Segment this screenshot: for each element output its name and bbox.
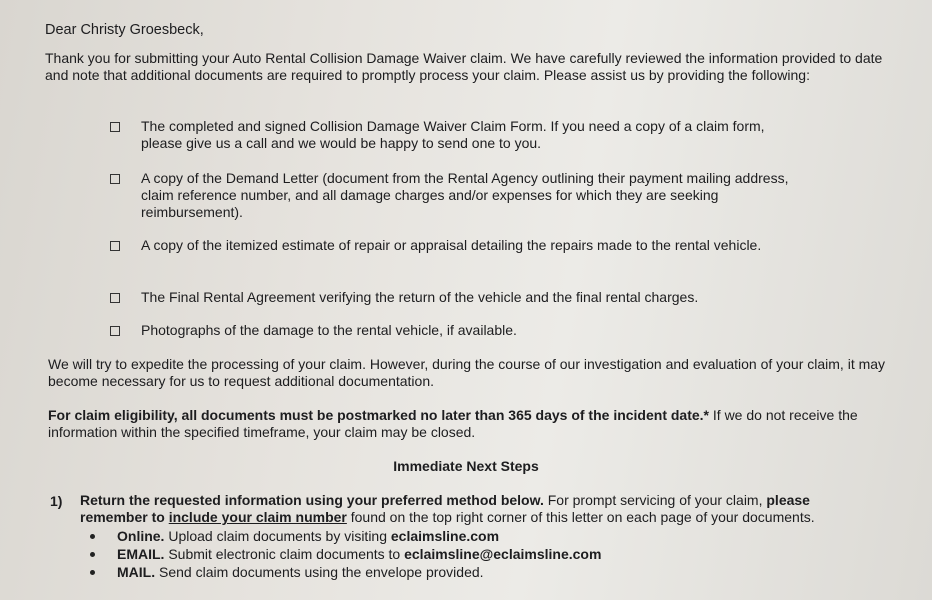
step-1-underline: include your claim number — [168, 509, 347, 525]
method-label: Online. — [117, 528, 165, 544]
step-number: 1) — [50, 493, 63, 509]
checklist-item-text: A copy of the itemized estimate of repair or appraisal detailing the repairs made to the rental vehicle. — [141, 237, 762, 253]
method-email-address[interactable]: eclaimsline@eclaimsline.com — [404, 546, 602, 562]
eligibility-bold: For claim eligibility, all documents must be postmarked no later than 365 days of the incident date.* — [48, 407, 710, 423]
method-text: Send claim documents using the envelope provided. — [155, 564, 484, 580]
method-text: Submit electronic claim documents to — [164, 546, 405, 562]
expedite-paragraph: We will try to expedite the processing of your claim. However, during the course of our investigation and evaluation of your claim, it may become necessary for us to request additional documentation. — [48, 356, 886, 389]
submission-methods — [90, 528, 890, 582]
eligibility-paragraph — [48, 407, 908, 441]
greeting: Dear Christy Groesbeck, — [45, 22, 204, 38]
checklist-item-text: Photographs of the damage to the rental vehicle, if available. — [141, 322, 517, 338]
method-label: MAIL. — [117, 564, 156, 580]
method-mail — [90, 564, 890, 582]
method-label: EMAIL. — [117, 546, 165, 562]
checklist-item-text: The completed and signed Collision Damage Waiver Claim Form. If you need a copy of a claim form, please give us a call and we would be happy to send one to you. — [141, 118, 765, 151]
checkbox-icon[interactable] — [110, 293, 120, 303]
intro-text: Thank you for submitting your Auto Rental Collision Damage Waiver claim. We have carefully reviewed the information provided to date and note that additional documents are required to promptly process your claim. Please assist us by providing the following: — [45, 50, 883, 83]
step-1-plain-a: For prompt servicing of your claim, — [543, 492, 767, 508]
bullet-icon — [90, 534, 95, 539]
method-online — [90, 528, 890, 546]
checklist-item-text: The Final Rental Agreement verifying the return of the vehicle and the final rental charges. — [141, 289, 699, 305]
checkbox-icon[interactable] — [110, 174, 120, 184]
checkbox-icon[interactable] — [110, 326, 120, 336]
eligibility-rest: If we do not receive the information within the specified timeframe, your claim may be closed. — [48, 407, 858, 440]
method-text: Upload claim documents by visiting — [164, 528, 391, 544]
step-1-bold-b: please remember to — [80, 492, 810, 525]
step-1-text — [80, 492, 880, 526]
step-1-plain-b: found on the top right corner of this letter on each page of your documents. — [346, 509, 815, 525]
intro-paragraph — [45, 50, 905, 84]
checkbox-icon[interactable] — [110, 122, 120, 132]
method-email — [90, 546, 890, 564]
bullet-icon — [90, 552, 95, 557]
step-1-bold-a: Return the requested information using your preferred method below. — [80, 492, 544, 508]
method-link[interactable]: eclaimsline.com — [390, 528, 500, 544]
checklist-item-text: A copy of the Demand Letter (document from the Rental Agency outlining their payment mailing address, claim reference number, and all damage charges and/or expenses for which they are seeking reimbursement). — [141, 170, 789, 220]
bullet-icon — [90, 570, 95, 575]
next-steps-heading: Immediate Next Steps — [393, 458, 539, 474]
checkbox-icon[interactable] — [110, 241, 120, 251]
